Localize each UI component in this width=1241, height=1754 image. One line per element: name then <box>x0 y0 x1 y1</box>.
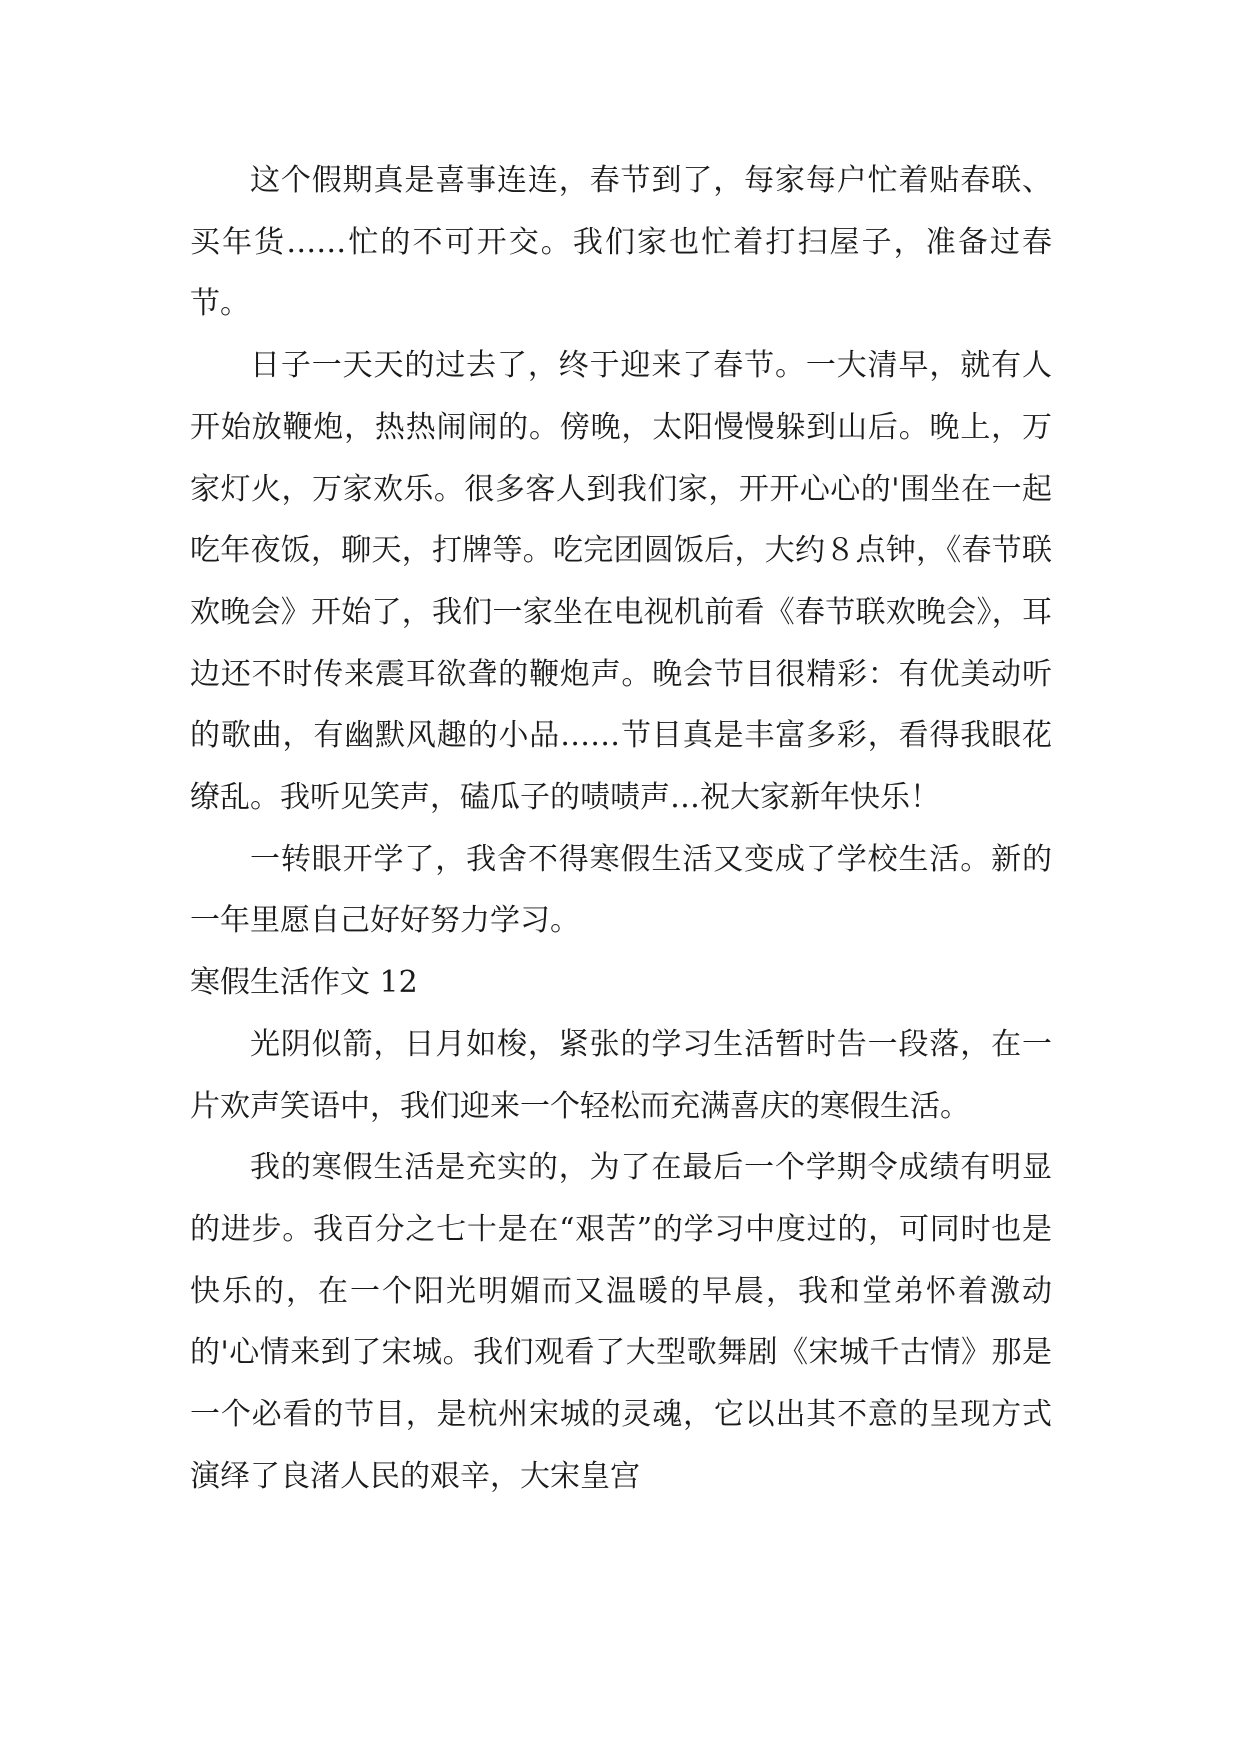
paragraph: 一转眼开学了，我舍不得寒假生活又变成了学校生活。新的一年里愿自己好好努力学习。 <box>190 841 1052 939</box>
paragraph: 这个假期真是喜事连连，春节到了，每家每户忙着贴春联、买年货……忙的不可开交。我们家也忙着打扫屋子，准备过春节。 <box>190 163 1052 322</box>
paragraph: 光阴似箭，日月如梭，紧张的学习生活暂时告一段落，在一片欢声笑语中，我们迎来一个轻松而充满喜庆的寒假生活。 <box>190 1026 1052 1124</box>
section-heading: 寒假生活作文 12 <box>190 965 418 1001</box>
document-page <box>190 150 1052 1507</box>
paragraph: 我的寒假生活是充实的，为了在最后一个学期令成绩有明显的进步。我百分之七十是在“艰苦”的学习中度过的，可同时也是快乐的，在一个阳光明媚而又温暖的早晨，我和堂弟怀着激动的'心情来到了宋城。我们观看了大型歌舞剧《宋城千古情》那是一个必看的节目，是杭州宋城的灵魂，它以出其不意的呈现方式演绎了良渚人民的艰辛，大宋皇宫 <box>190 1150 1052 1494</box>
paragraph: 日子一天天的过去了，终于迎来了春节。一大清早，就有人开始放鞭炮，热热闹闹的。傍晚，太阳慢慢躲到山后。晚上，万家灯火，万家欢乐。很多客人到我们家，开开心心的'围坐在一起吃年夜饭，聊天，打牌等。吃完团圆饭后，大约８点钟，《春节联欢晚会》开始了，我们一家坐在电视机前看《春节联欢晚会》，耳边还不时传来震耳欲聋的鞭炮声。晚会节目很精彩：有优美动听的歌曲，有幽默风趣的小品……节目真是丰富多彩，看得我眼花缭乱。我听见笑声，磕瓜子的啧啧声…祝大家新年快乐！ <box>190 348 1052 816</box>
